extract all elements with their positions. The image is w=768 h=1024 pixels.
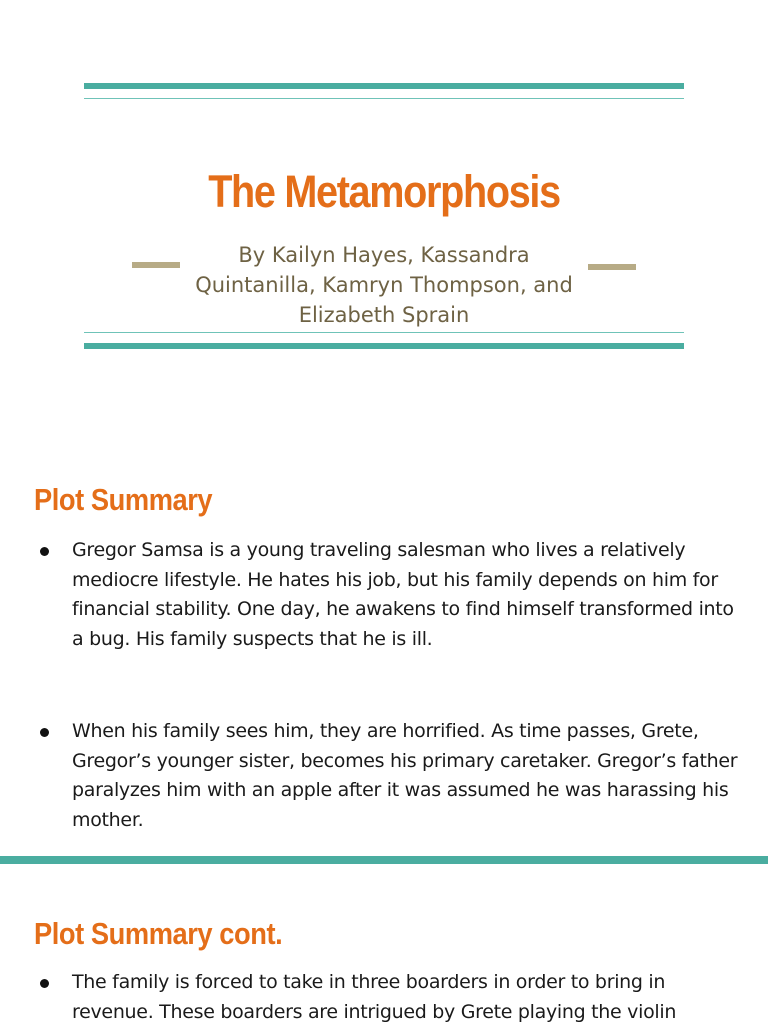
bullet-text: The family is forced to take in three boarders in order to bring in revenue. These boarders are intrigued by Grete playing the violin <box>72 971 677 1023</box>
top-thick-rule <box>84 83 684 89</box>
bullet-icon <box>40 728 49 737</box>
bullet-text: When his family sees him, they are horrified. As time passes, Grete, Gregor’s younger sister, becomes his primary caretaker. Gregor’s father paralyzes him with an apple after it was assumed he was harassing his mother. <box>72 720 738 831</box>
right-dash-ornament <box>588 264 636 270</box>
slide-heading: Plot Summary <box>34 482 213 517</box>
plot-summary-cont-slide <box>0 864 768 1024</box>
slide-heading: Plot Summary cont. <box>34 916 283 951</box>
plot-summary-slide <box>0 440 768 856</box>
author-byline: By Kailyn Hayes, Kassandra Quintanilla, Kamryn Thompson, and Elizabeth Sprain <box>195 243 573 327</box>
bullet-icon <box>40 547 49 556</box>
bottom-thick-rule <box>84 343 684 349</box>
title-slide <box>0 0 768 392</box>
bullet-text: Gregor Samsa is a young traveling salesman who lives a relatively mediocre lifestyle. He hates his job, but his family depends on him for financial stability. One day, he awakens to find himself transformed into a bug. His family suspects that he is ill. <box>72 539 734 650</box>
left-dash-ornament <box>132 262 180 268</box>
bullet-icon <box>40 979 49 988</box>
top-thin-rule <box>84 98 684 99</box>
slide-divider <box>0 856 768 864</box>
bottom-thin-rule <box>84 332 684 333</box>
presentation-title: The Metamorphosis <box>208 166 560 217</box>
